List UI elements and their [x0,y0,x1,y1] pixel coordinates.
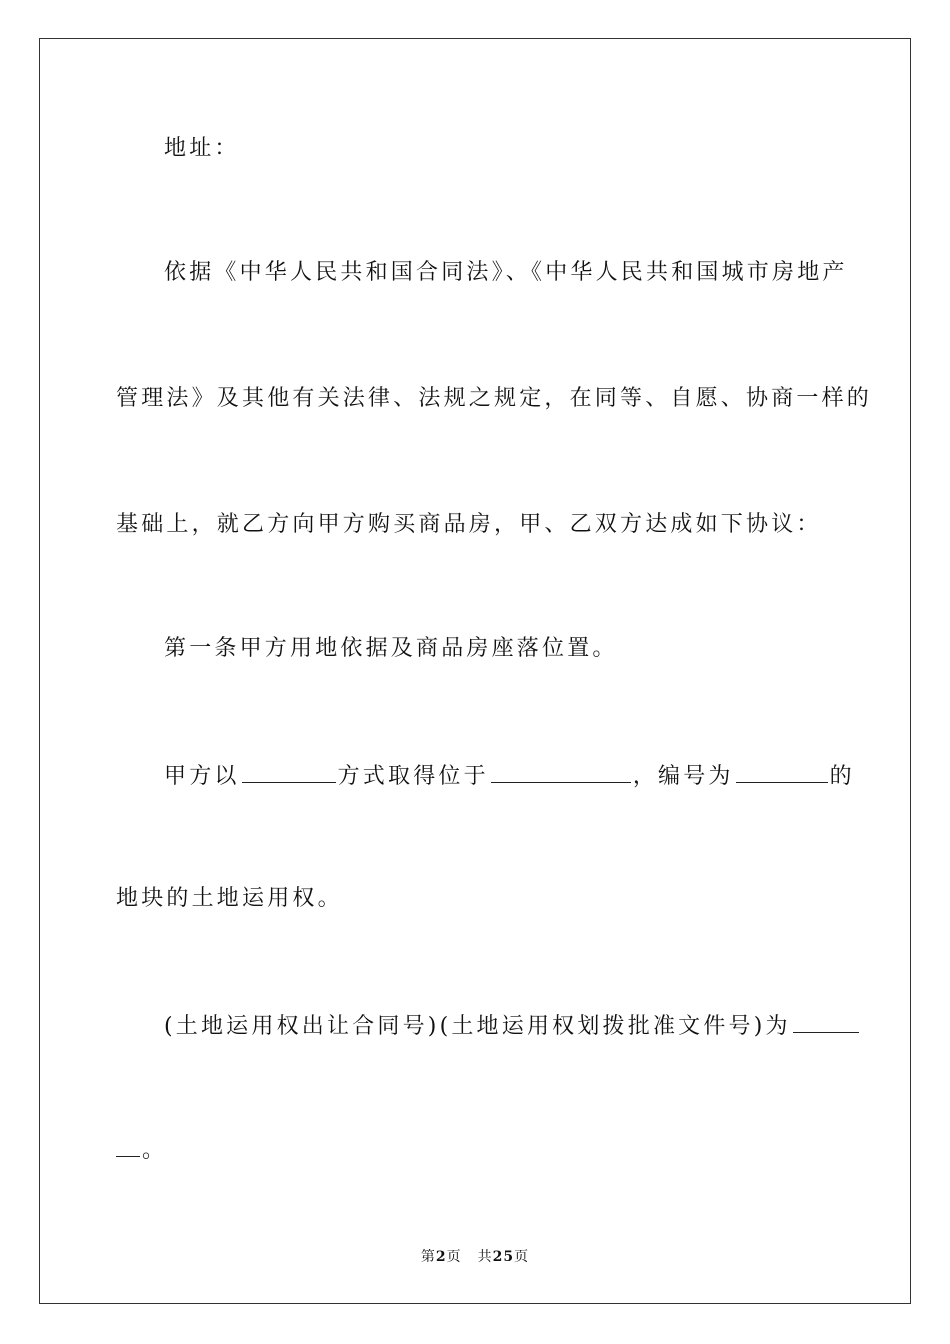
footer-text: 页 [514,1249,530,1265]
address-line: 地址： [164,136,240,161]
text-segment: ，编号为 [632,764,734,789]
page-footer [0,1246,950,1266]
land-acquisition-line [164,760,884,792]
contract-number-line-end [116,1134,836,1166]
contract-number-line [164,1010,884,1042]
paragraph-line-3: 基础上，就乙方向甲方购买商品房，甲、乙双方达成如下协议： [116,512,822,537]
fill-blank-contract-number[interactable] [793,1010,859,1033]
page-border [39,38,911,1304]
article-one-heading: 第一条甲方用地依据及商品房座落位置。 [164,636,618,661]
total-pages-number: 25 [492,1249,515,1265]
fill-blank-location[interactable] [491,760,631,783]
paragraph-line-land-rights: 地块的土地运用权。 [116,886,343,911]
text-segment: (土地运用权出让合同号)(土地运用权划拨批准文件号)为 [164,1014,791,1039]
text-segment: 。 [142,1138,168,1163]
fill-blank-method[interactable] [242,760,336,783]
footer-text: 第 [420,1249,436,1265]
footer-text: 共 [477,1249,493,1265]
paragraph-line-2: 管理法》及其他有关法律、法规之规定，在同等、自愿、协商一样的 [116,386,873,411]
footer-text: 页 [446,1249,462,1265]
text-segment: 方式取得位于 [337,764,489,789]
current-page-number: 2 [435,1249,447,1265]
text-segment: 的 [829,764,855,789]
paragraph-line-1: 依据《中华人民共和国合同法》、《中华人民共和国城市房地产 [164,260,848,285]
fill-blank-contract-number-cont[interactable] [116,1134,140,1157]
fill-blank-number[interactable] [736,760,828,783]
text-segment: 甲方以 [164,764,240,789]
